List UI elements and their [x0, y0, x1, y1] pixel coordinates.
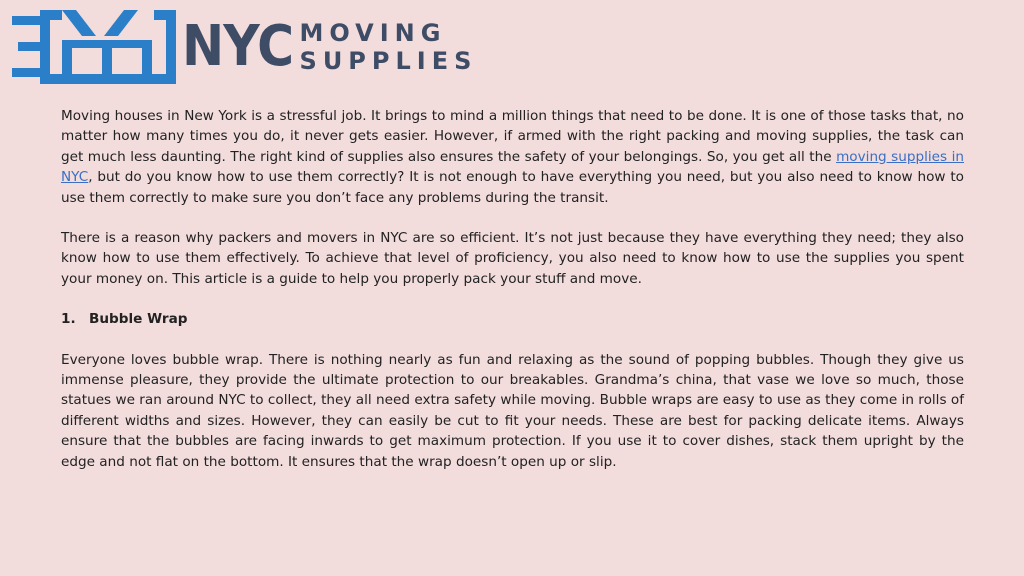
moving-supplies-link[interactable]: moving supplies in NYC [61, 148, 964, 186]
section-title: Bubble Wrap [89, 311, 188, 328]
section-number: 1. [61, 311, 76, 328]
logo-word-supplies: SUPPLIES [299, 47, 478, 75]
paragraph-bubble-wrap: Everyone loves bubble wrap. There is nothing nearly as fun and relaxing as the sound of popping bubbles. Though they give us immense pleasure, they provide the ultimate protection to our breakables. Grandma’s china, that vase we love so much, those statues we ran around NYC to collect, they all need extra safety while moving. Bubble wraps are easy to use as they come in rolls of different widths and sizes. However, they can easily be cut to fit your needs. These are best for packing delicate items. Always ensure that the bubbles are facing inwards to get maximum protection. If you use it to cover dishes, stack them upright by the edge and not flat on the bottom. It ensures that the wrap doesn’t open up or slip. [61, 351, 964, 470]
article-body [61, 106, 964, 492]
logo[interactable] [10, 6, 477, 88]
paragraph-intro-text-end: , but do you know how to use them correctly? It is not enough to have everything you need, but you also need to know how to use them correctly to make sure you don’t face any problems during the transit. [61, 169, 964, 206]
paragraph-intro [61, 106, 964, 208]
logo-word-moving: MOVING [299, 19, 447, 47]
moving-box-truck-icon [10, 6, 178, 88]
section-heading-bubble-wrap [61, 309, 964, 329]
paragraph-packers: There is a reason why packers and movers in NYC are so efficient. It’s not just because they have everything they need; they also know how to use them effectively. To achieve that level of proficiency, you also need to know how to use the supplies you spent your money on. This article is a guide to help you properly pack your stuff and move. [61, 230, 964, 287]
paragraph-intro-text-start: Moving houses in New York is a stressful job. It brings to mind a million things that need to be done. It is one of those tasks that, no matter how many times you do, it never gets easier. However, if armed with the right packing and moving supplies, the task can get much less daunting. The right kind of supplies also ensures the safety of your belongings. So, you get all the [61, 108, 964, 165]
logo-brand: NYC [182, 14, 294, 79]
logo-wordmark [300, 21, 478, 73]
